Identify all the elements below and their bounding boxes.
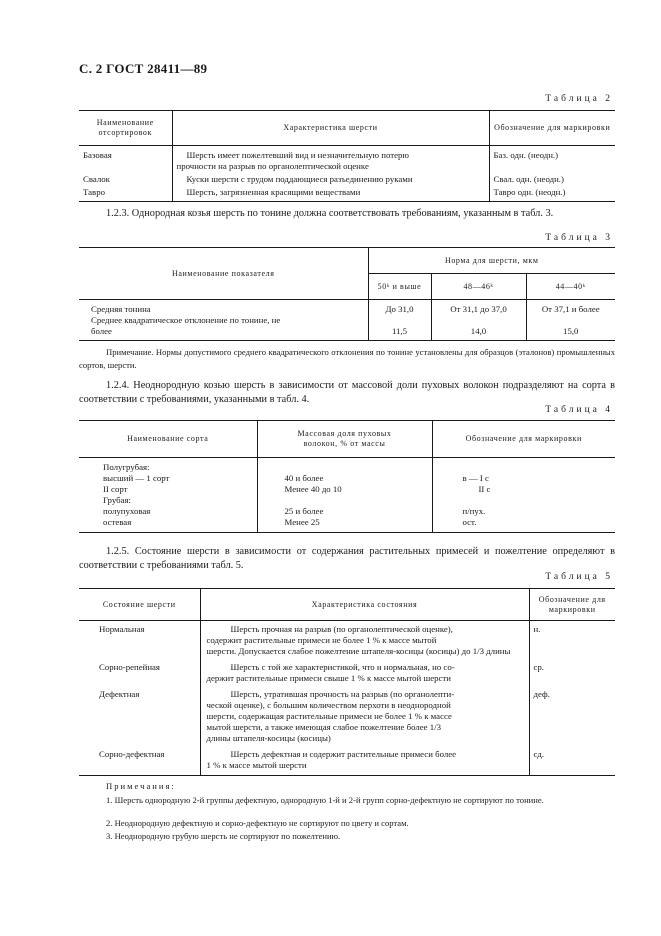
t5-header-desc: Характеристика состояния bbox=[200, 589, 529, 621]
page-header: С. 2 ГОСТ 28411—89 bbox=[79, 61, 208, 76]
paragraph-1-2-3: 1.2.3. Однородная козья шерсть по тонине должна соответствовать требованиям, указанным в табл. 3. bbox=[106, 208, 554, 219]
table5-note-1: 1. Шерсть однородную 2-й группы дефектную, однородную 1-й и 2-й групп сорно-дефектную не сортируют по тонине. bbox=[106, 795, 544, 805]
t2-row-desc: Шерсть, загрязненная красящими веществами bbox=[172, 185, 489, 201]
t5-row-name: Сорно-дефектная bbox=[79, 747, 200, 775]
table5-note-3: 3. Неоднородную грубую шерсть не сортируют по пожелтению. bbox=[106, 831, 341, 841]
table-row bbox=[79, 495, 615, 506]
t3-header-name: Наименование показателя bbox=[79, 248, 368, 300]
t2-row-name: Тавро bbox=[79, 185, 172, 201]
t4-row-mark: в — I с bbox=[462, 472, 489, 483]
t3-header-norm: Норма для шерсти, мкм bbox=[368, 248, 615, 274]
table-row bbox=[79, 484, 615, 495]
table4-caption: Таблица 4 bbox=[545, 405, 613, 415]
t4-header-mark: Обозначение для маркировки bbox=[465, 434, 582, 443]
t2-row-desc: Куски шерсти с трудом поддающиеся разъединению руками bbox=[172, 172, 489, 185]
t5-row-desc-line: Шерсть с той же характеристикой, что и нормальная, но со- bbox=[230, 661, 455, 672]
t5-row-mark: сд. bbox=[533, 748, 545, 759]
t5-row-desc-line: Шерсть, утратившая прочность на разрыв (по органолепти- bbox=[230, 688, 455, 699]
t5-row-name: Нормальная bbox=[79, 621, 200, 660]
table-row bbox=[79, 517, 615, 532]
t5-row-name: Дефектная bbox=[79, 687, 200, 747]
t2-row-mark: Баз. одн. (неодн.) bbox=[493, 150, 559, 160]
t3-row-value: 15,0 bbox=[563, 325, 579, 336]
table-5 bbox=[79, 588, 615, 776]
t4-row-name: II сорт bbox=[79, 484, 257, 495]
t5-row-desc-line: мытой шерсти, а также имеющая слабое пожелтение более 1/3 bbox=[206, 721, 442, 732]
table-row bbox=[79, 300, 615, 315]
table-row bbox=[79, 660, 615, 687]
t2-header-desc: Характеристика шерсти bbox=[172, 111, 489, 146]
t3-header-col1: 50ᵏ и выше bbox=[368, 274, 431, 300]
t3-row-value: От 31,1 до 37,0 bbox=[431, 300, 526, 315]
t5-row-desc-line: шерсти. Допускается слабое пожелтение штапеля-косицы (косицы) до 1/3 длины bbox=[206, 645, 511, 656]
t4-row-name: полупуховая bbox=[79, 506, 257, 517]
table-2 bbox=[79, 110, 615, 202]
table-row bbox=[79, 172, 615, 185]
table2-caption: Таблица 2 bbox=[545, 94, 613, 104]
t4-row-mass: Менее 25 bbox=[257, 517, 432, 532]
paragraph-1-2-5: 1.2.5. Состояние шерсти в зависимости от содержания растительных примесей и пожелтение определяют в соответствии с требованиями табл. 5. bbox=[79, 546, 615, 571]
t4-row-mark bbox=[432, 458, 615, 473]
t5-row-mark: н. bbox=[533, 624, 541, 634]
table-row bbox=[79, 506, 615, 517]
t2-row-mark: Свал. одн. (неодн.) bbox=[493, 173, 564, 184]
t5-row-desc-line: длины штапеля-косицы (косицы) bbox=[206, 732, 331, 743]
t4-row-mass: Менее 40 до 10 bbox=[257, 484, 432, 495]
t3-row-value: От 37,1 и более bbox=[541, 304, 600, 314]
table-row bbox=[79, 315, 615, 340]
t5-row-desc-line: 1 % к массе мытой шерсти bbox=[206, 759, 307, 770]
t2-row-desc-cont: прочности на разрыв по органолептической оценке bbox=[176, 160, 369, 171]
table-row bbox=[79, 458, 615, 473]
t3-row-value: До 31,0 bbox=[368, 300, 431, 315]
t3-row-name: Среднее квадратическое отклонение по тонине, не bbox=[91, 314, 281, 325]
t5-row-desc-line: Шерсть дефектная и содержит растительные примеси более bbox=[230, 748, 457, 759]
t3-header-col3: 44—40ᵏ bbox=[555, 281, 586, 291]
t4-row-mass: 25 и более bbox=[257, 506, 432, 517]
t5-row-mark: деф. bbox=[533, 688, 550, 699]
t2-row-mark: Тавро одн. (неодн.) bbox=[493, 186, 566, 197]
t5-header-mark: Обозначение для маркировки bbox=[538, 594, 606, 614]
table-row bbox=[79, 185, 615, 201]
t5-row-desc-line: Шерсть прочная на разрыв (по органолептической оценке), bbox=[230, 624, 453, 634]
t4-row-mark: ост. bbox=[462, 516, 477, 527]
t3-row-name-cont: более bbox=[91, 325, 112, 336]
t5-row-desc-line: содержит растительные примеси не более 1 % к массе мытой bbox=[206, 634, 437, 645]
table3-note: Примечание. Нормы допустимого среднего квадратического отклонения по тонине установлены для образцов (эталонов) промышленных сортов, шерсти. bbox=[79, 347, 615, 370]
t2-row-name: Базовая bbox=[79, 146, 172, 172]
table-row bbox=[79, 621, 615, 660]
t2-row-desc: Шерсть имеет пожелтевший вид и незначительную потерю bbox=[186, 150, 409, 160]
t2-header-mark: Обозначение для маркировки bbox=[494, 123, 611, 132]
t5-row-desc-line: ческой оценке), с большим количеством перхоти в неоднородной bbox=[206, 699, 451, 710]
t4-row-mass bbox=[257, 495, 432, 506]
table3-caption: Таблица 3 bbox=[545, 233, 613, 243]
table-row bbox=[79, 473, 615, 484]
table-3 bbox=[79, 247, 615, 341]
t4-row-mass bbox=[257, 458, 432, 473]
table-row bbox=[79, 146, 615, 172]
t4-header-name: Наименование сорта bbox=[79, 421, 257, 458]
t5-header-name: Состояние шерсти bbox=[79, 589, 200, 621]
t5-row-mark: ср. bbox=[533, 661, 545, 672]
t4-row-name: Грубая: bbox=[79, 495, 257, 506]
table5-note-2: 2. Неоднородную дефектную и сорно-дефектную не сортируют по цвету и сортам. bbox=[106, 818, 409, 828]
t5-row-desc-line: шерсти, содержащая растительные примеси не более 1 % к массе bbox=[206, 710, 452, 721]
t3-row-name: Средняя тонина bbox=[79, 300, 368, 315]
table-row bbox=[79, 687, 615, 747]
table-row bbox=[79, 747, 615, 775]
paragraph-1-2-4: 1.2.4. Неоднородную козью шерсть в зависимости от массовой доли пуховых волокон подразделяют на сорта в соответствии с требованиями, указанными в табл. 4. bbox=[79, 380, 615, 405]
t4-row-mark: II с bbox=[478, 483, 491, 494]
t4-row-name: высший — 1 сорт bbox=[79, 473, 257, 484]
table5-caption: Таблица 5 bbox=[545, 572, 613, 582]
table5-notes-title: Примечания: bbox=[106, 781, 176, 791]
t3-header-col2: 48—46ᵏ bbox=[431, 274, 526, 300]
t4-header-mass: Массовая доля пуховых волокон, % от массы bbox=[257, 421, 432, 458]
t3-row-value: 11,5 bbox=[368, 315, 431, 340]
t4-row-mass: 40 и более bbox=[257, 473, 432, 484]
table-4 bbox=[79, 420, 615, 533]
t4-row-mark: п/пух. bbox=[462, 505, 486, 516]
t4-row-name: остевая bbox=[79, 517, 257, 532]
t5-row-desc-line: держит растительные примеси свыше 1 % к массе мытой шерсти bbox=[206, 672, 451, 683]
t4-row-name: Полугрубая: bbox=[79, 458, 257, 473]
t4-row-mark bbox=[432, 495, 615, 506]
t2-header-name: Наименование отсортировок bbox=[79, 111, 172, 146]
t2-row-name: Свалок bbox=[79, 172, 172, 185]
t5-row-name: Сорно-репейная bbox=[79, 660, 200, 687]
t3-row-value: 14,0 bbox=[431, 315, 526, 340]
